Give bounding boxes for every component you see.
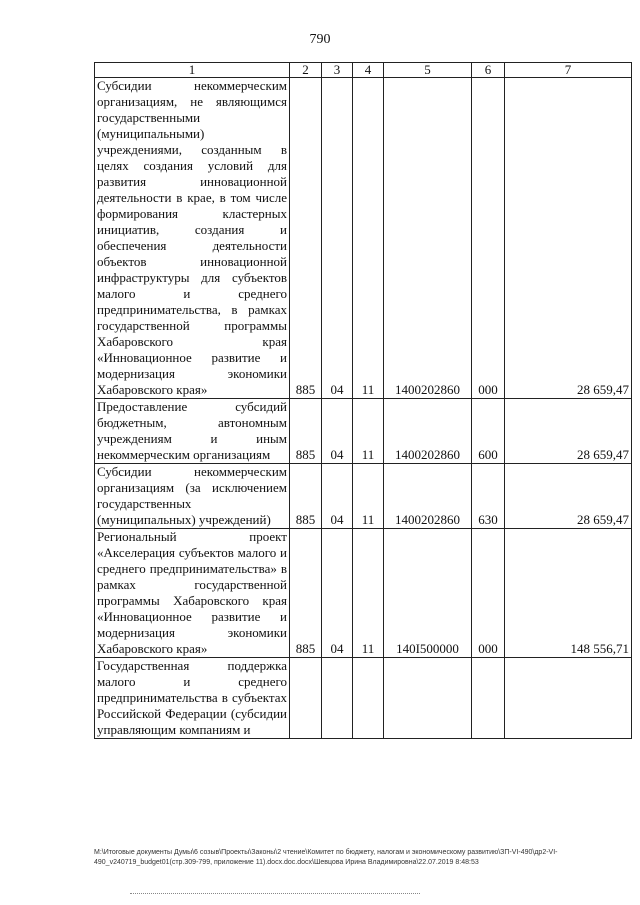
expense-type-code: 000	[472, 529, 505, 658]
row-description: Субсидии некоммерческим организациям, не являющимся государственными (муниципальными) учреждениями, созданным в целях создания условий для развития инновационной деятельности в крае, в том числе формирования кластерных инициатив, создания и обеспечения деятельности объектов инновационной инфраструктуры для субъектов малого и среднего предпринимательства, в рамках государственной программы Хабаровского края «Инновационное развитие и модернизация экономики Хабаровского края»	[95, 78, 290, 399]
header-cell: 6	[472, 63, 505, 78]
section-code: 04	[322, 78, 353, 399]
amount: 148 556,71	[505, 529, 632, 658]
section-code: 04	[322, 399, 353, 464]
table-row	[95, 529, 632, 658]
header-cell: 1	[95, 63, 290, 78]
ministry-code: 885	[290, 399, 322, 464]
section-code	[322, 658, 353, 739]
row-description: Субсидии некоммерческим организациям (за исключением государственных (муниципальных) учреждений)	[95, 464, 290, 529]
file-path-footer: M:\Итоговые документы Думы\6 созыв\Проекты\Законы\2 чтение\Комитет по бюджету, налогам и экономическому развитию\ЗП-VI-490\др2-VI-490_v240719_budget01(стр.309-799, приложение 11).docx.doc.docx\Шевцова Ирина Владимировна\22.07.2019 8:48:53	[94, 849, 558, 866]
table-row	[95, 399, 632, 464]
expense-type-code	[472, 658, 505, 739]
table-row	[95, 658, 632, 739]
ministry-code: 885	[290, 464, 322, 529]
ministry-code: 885	[290, 529, 322, 658]
header-cell: 5	[384, 63, 472, 78]
subsection-code: 11	[353, 399, 384, 464]
header-cell: 3	[322, 63, 353, 78]
row-description: Государственная поддержка малого и среднего предпринимательства в субъектах Российской Федерации (субсидии управляющим компаниям и	[95, 658, 290, 739]
target-code: 1400202860	[384, 399, 472, 464]
table-row	[95, 464, 632, 529]
scan-artifact-line	[130, 893, 420, 894]
ministry-code: 885	[290, 78, 322, 399]
amount: 28 659,47	[505, 464, 632, 529]
row-description: Предоставление субсидий бюджетным, автономным учреждениям и иным некоммерческим организациям	[95, 399, 290, 464]
amount	[505, 658, 632, 739]
expense-type-code: 000	[472, 78, 505, 399]
subsection-code: 11	[353, 529, 384, 658]
expense-type-code: 630	[472, 464, 505, 529]
target-code: 1400202860	[384, 78, 472, 399]
section-code: 04	[322, 529, 353, 658]
section-code: 04	[322, 464, 353, 529]
amount: 28 659,47	[505, 399, 632, 464]
header-cell: 2	[290, 63, 322, 78]
target-code: 140I500000	[384, 529, 472, 658]
expense-type-code: 600	[472, 399, 505, 464]
subsection-code	[353, 658, 384, 739]
header-cell: 4	[353, 63, 384, 78]
header-cell: 7	[505, 63, 632, 78]
amount: 28 659,47	[505, 78, 632, 399]
subsection-code: 11	[353, 78, 384, 399]
target-code	[384, 658, 472, 739]
row-description: Региональный проект «Акселерация субъектов малого и среднего предпринимательства» в рамках государственной программы Хабаровского края «Инновационное развитие и модернизация экономики Хабаровского края»	[95, 529, 290, 658]
target-code: 1400202860	[384, 464, 472, 529]
subsection-code: 11	[353, 464, 384, 529]
page-number: 790	[309, 32, 331, 47]
ministry-code	[290, 658, 322, 739]
budget-table	[94, 62, 632, 739]
table-row	[95, 78, 632, 399]
table-header-row	[95, 63, 632, 78]
